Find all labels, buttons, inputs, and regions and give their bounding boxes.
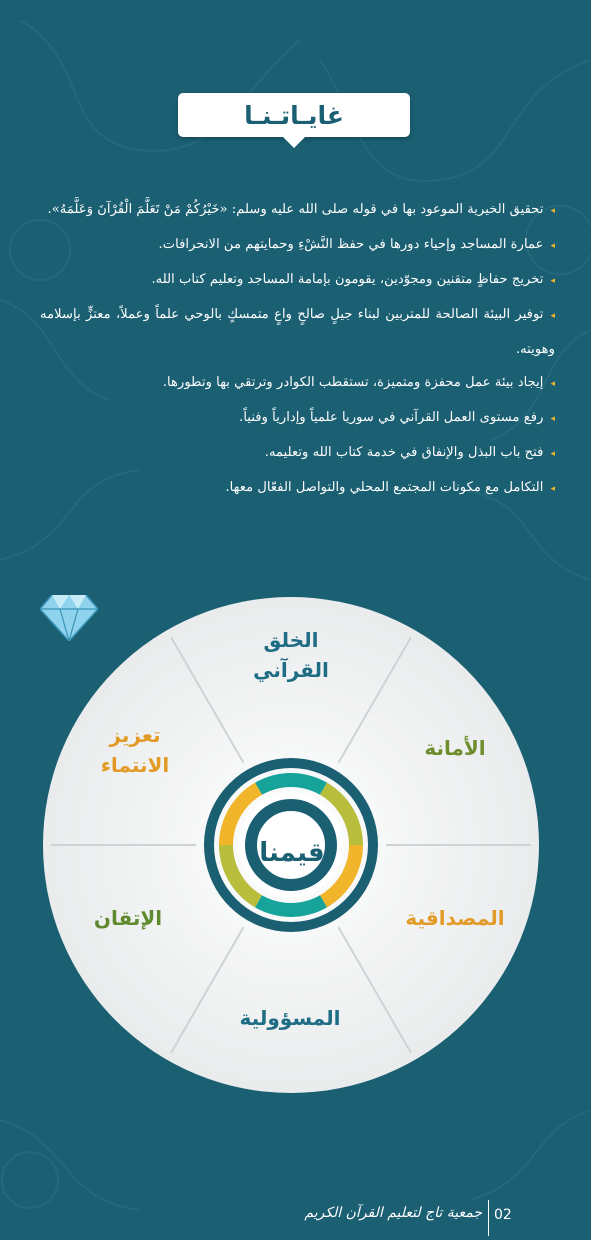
value-responsibility [220,1003,360,1033]
page-number: 02 [494,1207,512,1223]
value-line: الإتقان [93,906,163,930]
value-line: الأمانة [424,736,486,760]
diamond-icon [40,595,98,641]
goal-text: التكامل مع مكونات المجتمع المحلي والتواصل الفعّال معها. [225,480,544,495]
goal-text: فتح باب البذل والإنفاق في خدمة كتاب الله وتعليمه. [264,445,544,460]
goal-item [40,366,555,401]
bullet-icon: ◂ [550,484,555,494]
bullet-icon: ◂ [550,206,555,216]
goal-text: عمارة المساجد وإحياء دورها في حفظ النَّشْءِ وحمايتهم من الانحرافات. [158,237,544,252]
values-center-label: قيمنا [259,838,325,868]
goal-text: تخريج حفاظٍ متقنين ومجوّدين، يقومون بإمامة المساجد وتعليم كتاب الله. [151,272,544,287]
bullet-icon: ◂ [550,241,555,251]
title-banner [178,93,410,137]
page-title: غايـاتـنـا [244,100,344,130]
goal-item [40,471,555,506]
goal-item [40,263,555,298]
bullet-icon: ◂ [550,449,555,459]
value-trustworthiness [400,733,510,763]
goal-text: تحقيق الخيرية الموعود بها في قوله صلى الله عليه وسلم: «خَيْرُكُمْ مَنْ تَعَلَّمَ الْقُرْآنَ وَعَلَّمَهُ». [47,202,544,217]
value-line: المسؤولية [239,1006,341,1030]
goals-list [40,193,555,506]
bullet-icon: ◂ [550,276,555,286]
goal-item [40,401,555,436]
goal-item [40,436,555,471]
goal-text: إيجاد بيئة عمل محفزة ومتميزة، تستقطب الكوادر وترتقي بها وتطورها. [162,375,544,390]
value-line: الانتماء [100,753,170,777]
value-line: القرآني [253,658,329,682]
value-line: المصداقية [405,906,505,930]
goal-item [40,298,555,366]
goal-item [40,193,555,228]
goal-text: توفير البيئة الصالحة للمتربين لبناء جيلٍ صالحٍ واعٍ متمسكٍ بالوحي علماً وعملاً، معتزٍّ بإسلامه وهويته. [40,307,555,357]
footer-divider [488,1200,489,1236]
value-credibility [385,903,525,933]
bullet-icon: ◂ [550,379,555,389]
value-line: الخلق [263,628,319,652]
value-belonging [80,720,190,780]
organization-logo: جمعية تاج لتعليم القرآن الكريم [304,1205,482,1221]
goal-item [40,228,555,263]
value-quranic-character [246,625,336,685]
values-wheel [40,595,542,1095]
goal-text: رفع مستوى العمل القرآني في سوريا علمياً وإدارياً وفنياً. [239,410,544,425]
value-mastery [68,903,188,933]
value-line: تعزيز [109,723,161,747]
bullet-icon: ◂ [550,311,555,321]
bullet-icon: ◂ [550,414,555,424]
